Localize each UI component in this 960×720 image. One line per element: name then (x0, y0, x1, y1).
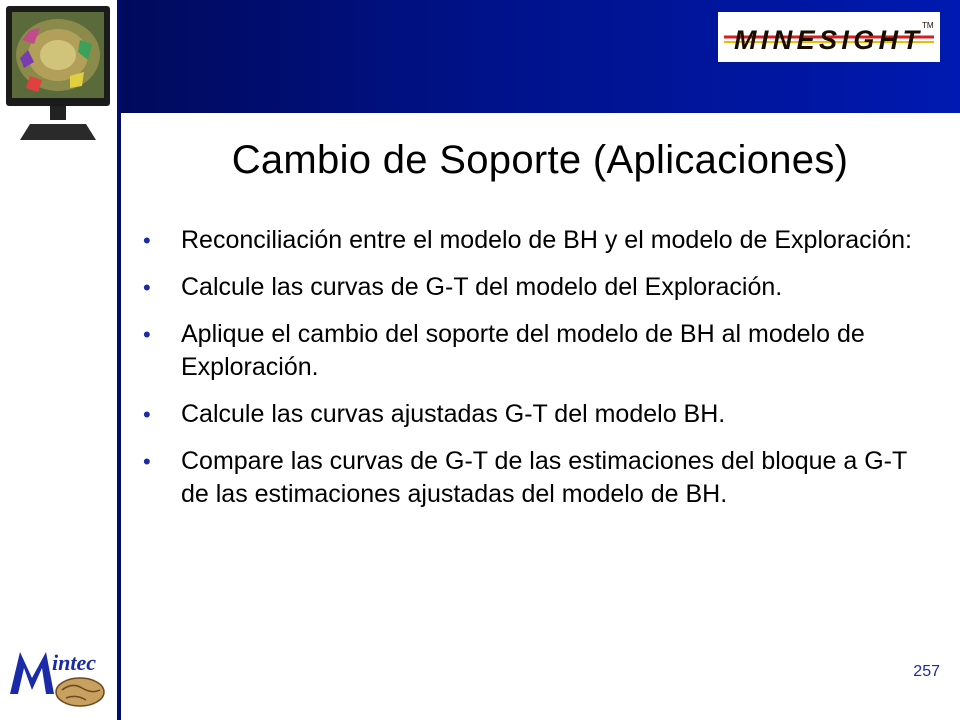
minesight-logo (718, 12, 940, 62)
bullet-list (143, 224, 923, 525)
bullet-text: Compare las curvas de G-T de las estimaciones del bloque a G-T de las estimaciones ajustadas del modelo de BH. (181, 447, 907, 508)
bullet-item (143, 398, 923, 431)
bullet-glyph: • (143, 228, 151, 253)
slide-title: Cambio de Soporte (Aplicaciones) (231, 138, 849, 182)
monitor-icon (0, 0, 116, 150)
page-number: 257 (913, 663, 940, 680)
bullet-item (143, 271, 923, 304)
logo-wordmark: MINESIGHT (734, 25, 920, 55)
bullet-item (143, 318, 923, 384)
left-rule (117, 0, 121, 720)
bullet-glyph: • (143, 322, 151, 347)
bullet-item (143, 445, 923, 511)
bullet-text: Calcule las curvas ajustadas G-T del modelo BH. (181, 400, 726, 428)
bullet-item (143, 224, 923, 257)
bullet-glyph: • (143, 402, 151, 427)
bullet-text: Aplique el cambio del soporte del modelo de BH al modelo de Exploración. (181, 320, 865, 381)
mintec-logo (6, 644, 116, 710)
bullet-text: Reconciliación entre el modelo de BH y el modelo de Exploración: (181, 226, 912, 254)
company-wordmark: intec (52, 650, 96, 675)
bullet-glyph: • (143, 449, 151, 474)
trademark-mark: TM (922, 21, 934, 30)
bullet-text: Calcule las curvas de G-T del modelo del Exploración. (181, 273, 783, 301)
bullet-glyph: • (143, 275, 151, 300)
